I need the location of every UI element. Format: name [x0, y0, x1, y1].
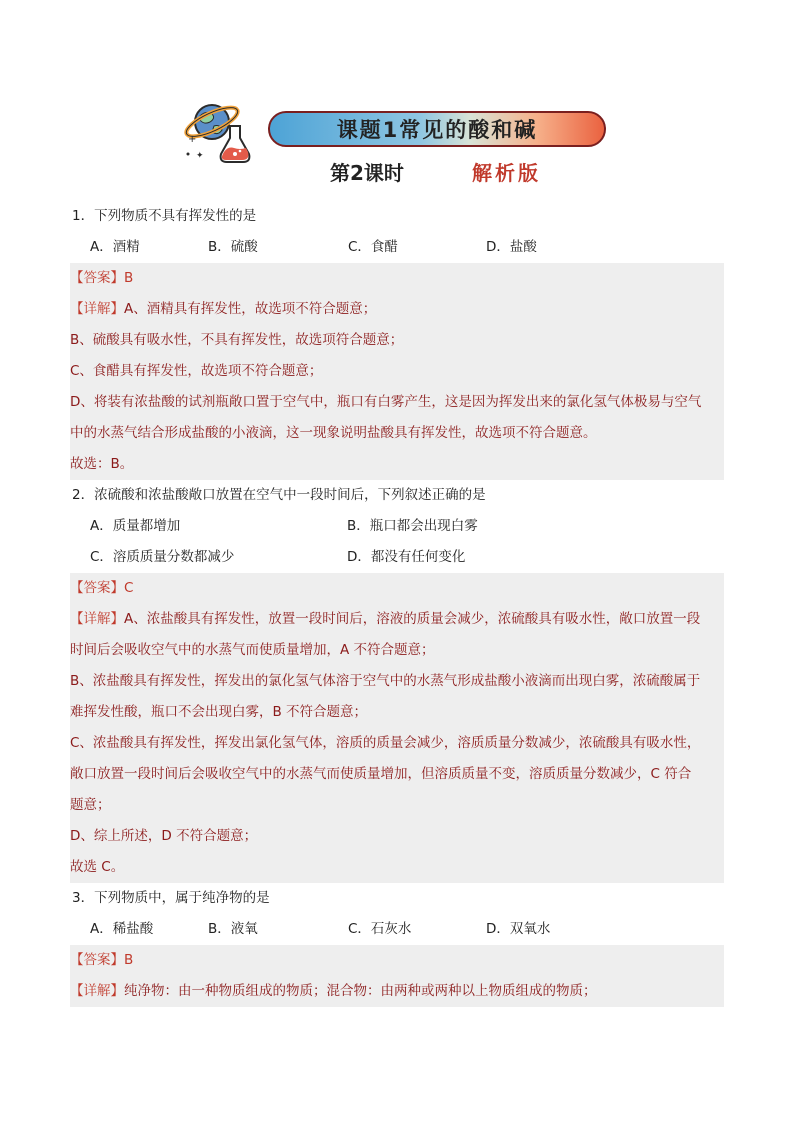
question-1-option-c: C．食醋 [348, 239, 398, 255]
question-3-option-d: D．双氧水 [486, 921, 551, 937]
question-3-answer: B [124, 952, 134, 968]
question-1-options [70, 232, 724, 263]
answer-tag: 【答案】 [70, 580, 124, 596]
question-2-answer: C [124, 580, 134, 596]
page-title: 课题1常见的酸和碱 [336, 118, 538, 142]
planet-flask-icon [182, 96, 262, 168]
question-1-answer: B [124, 270, 134, 286]
question-1-detail-line: D、将装有浓盐酸的试剂瓶敞口置于空气中，瓶口有白雾产生，这是因为挥发出来的氯化氢气体极易与空气 [70, 394, 702, 410]
question-2-option-a: A．质量都增加 [90, 518, 181, 534]
question-2-answer-block [70, 573, 724, 883]
question-2-option-c: C．溶质质量分数都减少 [90, 549, 235, 565]
question-1-option-a: A．酒精 [90, 239, 140, 255]
question-2-detail-line: 故选 C。 [70, 859, 125, 875]
question-2-detail-line: 敞口放置一段时间后会吸收空气中的水蒸气而使质量增加，但溶质质量不变，溶质质量分数减少，C 符合 [70, 766, 692, 782]
version-label: 解析版 [472, 161, 541, 185]
question-3-stem: 3．下列物质中，属于纯净物的是 [72, 890, 270, 906]
detail-tag: 【详解】 [70, 611, 124, 627]
lesson-period: 第2课时 [330, 161, 404, 185]
question-3-option-c: C．石灰水 [348, 921, 412, 937]
question-3-options [70, 914, 724, 945]
question-1-detail-line: 中的水蒸气结合形成盐酸的小液滴，这一现象说明盐酸具有挥发性，故选项不符合题意。 [70, 425, 597, 441]
question-3-detail-line: 纯净物：由一种物质组成的物质；混合物：由两种或两种以上物质组成的物质； [124, 983, 597, 999]
question-1-detail-line: C、食醋具有挥发性，故选项不符合题意； [70, 363, 323, 379]
question-2-detail-line: D、综上所述，D 不符合题意； [70, 828, 258, 844]
question-2-detail-line: B、浓盐酸具有挥发性，挥发出的氯化氢气体溶于空气中的水蒸气形成盐酸小液滴而出现白雾，浓硫酸属于 [70, 673, 701, 689]
answer-tag: 【答案】 [70, 270, 124, 286]
answer-tag: 【答案】 [70, 952, 124, 968]
detail-tag: 【详解】 [70, 983, 124, 999]
question-1-option-b: B．硫酸 [208, 239, 258, 255]
detail-tag: 【详解】 [70, 301, 124, 317]
question-2-detail-line: A、浓盐酸具有挥发性，放置一段时间后，溶液的质量会减少，浓硫酸具有吸水性，敞口放置一段 [124, 611, 701, 627]
title-banner [268, 111, 606, 147]
question-1-detail-line: A、酒精具有挥发性，故选项不符合题意； [124, 301, 377, 317]
question-list [70, 201, 724, 1007]
svg-text:+: + [188, 134, 197, 145]
question-2-options-row-2 [70, 542, 724, 573]
question-2-detail-line: 题意； [70, 797, 111, 813]
question-3-answer-block [70, 945, 724, 1007]
question-1-option-d: D．盐酸 [486, 239, 537, 255]
question-1-detail-line: 故选：B。 [70, 456, 134, 472]
question-2-options-row-1 [70, 511, 724, 542]
question-2-detail-line: C、浓盐酸具有挥发性，挥发出氯化氢气体，溶质的质量会减少，溶质质量分数减少，浓硫酸具有吸水性， [70, 735, 701, 751]
question-1-answer-block [70, 263, 724, 480]
question-2-stem: 2．浓硫酸和浓盐酸敞口放置在空气中一段时间后，下列叙述正确的是 [72, 487, 486, 503]
question-3-option-a: A．稀盐酸 [90, 921, 154, 937]
question-2-detail-line: 时间后会吸收空气中的水蒸气而使质量增加，A 不符合题意； [70, 642, 435, 658]
question-1-detail-line: B、硫酸具有吸水性，不具有挥发性，故选项符合题意； [70, 332, 404, 348]
svg-text:✦: ✦ [196, 151, 204, 161]
question-2-option-b: B．瓶口都会出现白雾 [347, 518, 478, 534]
question-2-detail-line: 难挥发性酸，瓶口不会出现白雾，B 不符合题意； [70, 704, 368, 720]
question-1-stem: 1．下列物质不具有挥发性的是 [72, 208, 257, 224]
question-2-option-d: D．都没有任何变化 [347, 549, 466, 565]
question-3-option-b: B．液氧 [208, 921, 258, 937]
